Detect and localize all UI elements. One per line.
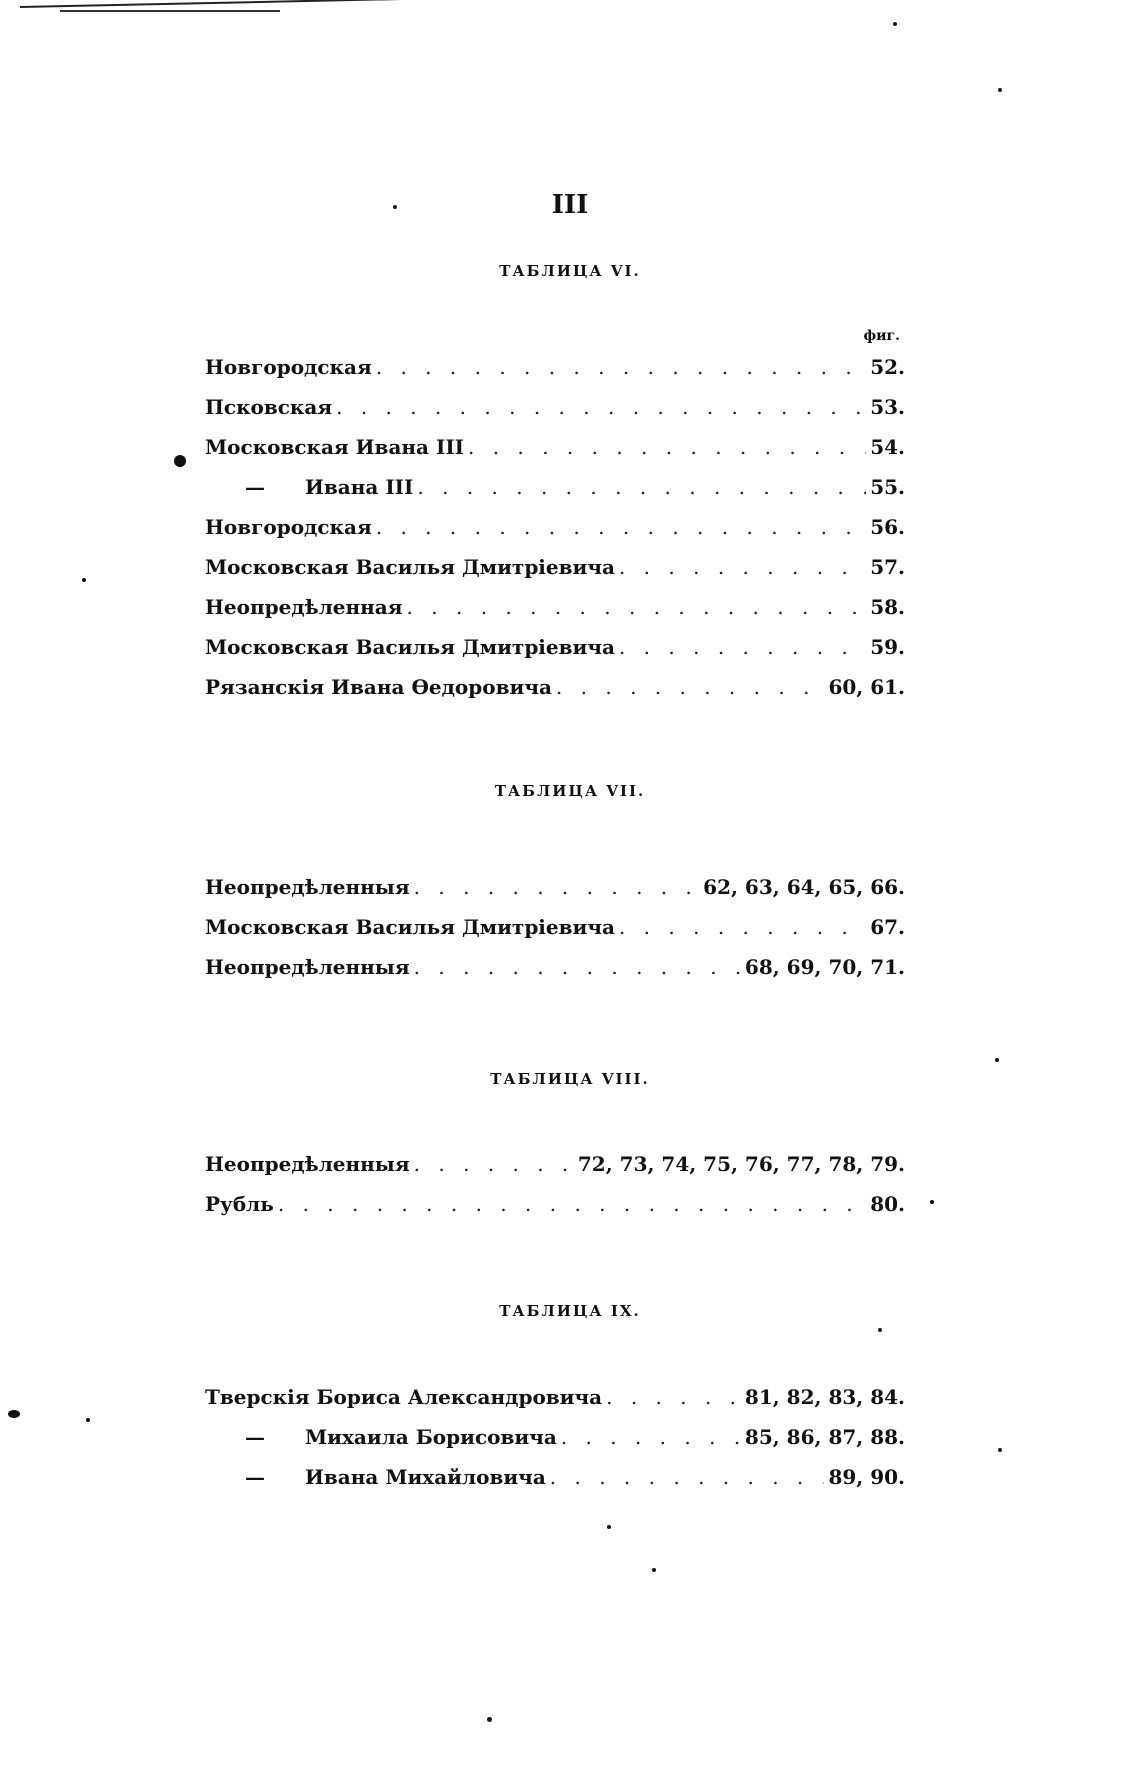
entry-label: Новгородская [205,515,372,539]
list-item [205,555,905,595]
leader-dots [414,955,741,979]
list-item [205,1465,905,1505]
list-item [205,635,905,675]
list-item [205,675,905,715]
ink-speck [998,1448,1002,1452]
leader-dots [619,915,866,939]
page-number: III [551,190,589,220]
ink-speck [652,1568,656,1572]
leader-dots [468,435,866,459]
ditto-dash: — [245,475,265,499]
entry-figures: 89, 90. [828,1465,905,1489]
list-item [205,1152,905,1192]
leader-dots [561,1425,741,1449]
leader-dots [414,1152,574,1176]
leader-dots [556,675,825,699]
entry-figures: 60, 61. [828,675,905,699]
list-item [205,355,905,395]
entry-label [205,475,413,499]
list-item [205,595,905,635]
leader-dots [619,555,866,579]
ink-speck [995,1058,999,1062]
entry-label: Неопредѣленныя [205,875,410,899]
list-item [205,395,905,435]
scan-border-line [20,0,450,8]
entry-figures: 68, 69, 70, 71. [744,955,905,979]
entry-figures: 62, 63, 64, 65, 66. [703,875,905,899]
table-8-title: ТАБЛИЦА VIII. [490,1070,650,1088]
list-item [205,435,905,475]
table-9-title: ТАБЛИЦА IX. [499,1302,641,1320]
ditto-dash: — [245,1465,265,1489]
entry-figures: 67. [870,915,905,939]
leader-dots [606,1385,741,1409]
leader-dots [414,875,700,899]
entry-label: Неопредѣленныя [205,1152,410,1176]
entry-label-text: Михаила Борисовича [305,1425,557,1449]
ink-speck [82,578,86,582]
figure-column-label: фиг. [863,328,900,344]
entry-label: Новгородская [205,355,372,379]
leader-dots [619,635,866,659]
table-8-list [205,1152,905,1232]
entry-figures: 85, 86, 87, 88. [744,1425,905,1449]
entry-figures: 52. [870,355,905,379]
entry-figures: 72, 73, 74, 75, 76, 77, 78, 79. [577,1152,905,1176]
entry-label-text: Ивана III [305,475,414,499]
ink-speck [607,1525,611,1529]
entry-label: Рязанскія Ивана Өедоровича [205,675,552,699]
table-6-title: ТАБЛИЦА VI. [499,262,641,280]
ink-speck [86,1418,90,1422]
entry-label-text: Ивана Михайловича [305,1465,546,1489]
ink-speck [174,455,186,467]
entry-figures: 55. [870,475,905,499]
entry-label: Тверскія Бориса Александровича [205,1385,603,1409]
leader-dots [417,475,866,499]
entry-label: Неопредѣленныя [205,955,410,979]
entry-label: Псковская [205,395,333,419]
leader-dots [550,1465,825,1489]
list-item [205,515,905,555]
table-7-title: ТАБЛИЦА VII. [494,782,646,800]
list-item [205,475,905,515]
table-9-list [205,1385,905,1505]
list-item [205,1425,905,1465]
ink-speck [893,22,897,26]
entry-label: Московская Ивана III [205,435,465,459]
list-item [205,915,905,955]
entry-label [205,1425,557,1449]
list-item [205,1385,905,1425]
ink-speck [878,1328,882,1332]
entry-label: Московская Василья Дмитріевича [205,555,615,579]
entry-label: Московская Василья Дмитріевича [205,635,615,659]
entry-figures: 54. [870,435,905,459]
list-item [205,1192,905,1232]
table-7-list [205,875,905,995]
leader-dots [407,595,867,619]
entry-label: Рубль [205,1192,274,1216]
scan-border-line [60,10,280,12]
entry-label [205,1465,546,1489]
entry-label: Московская Василья Дмитріевича [205,915,615,939]
table-6-list [205,355,905,715]
leader-dots [376,515,866,539]
ditto-dash: — [245,1425,265,1449]
leader-dots [278,1192,866,1216]
entry-figures: 56. [870,515,905,539]
entry-label: Неопредѣленная [205,595,403,619]
ink-speck [487,1717,492,1722]
entry-figures: 58. [870,595,905,619]
leader-dots [336,395,866,419]
list-item [205,955,905,995]
ink-speck [998,88,1002,92]
entry-figures: 80. [870,1192,905,1216]
ink-speck [8,1410,20,1418]
leader-dots [376,355,866,379]
entry-figures: 59. [870,635,905,659]
entry-figures: 81, 82, 83, 84. [744,1385,905,1409]
list-item [205,875,905,915]
ink-speck [930,1200,934,1204]
entry-figures: 53. [870,395,905,419]
entry-figures: 57. [870,555,905,579]
